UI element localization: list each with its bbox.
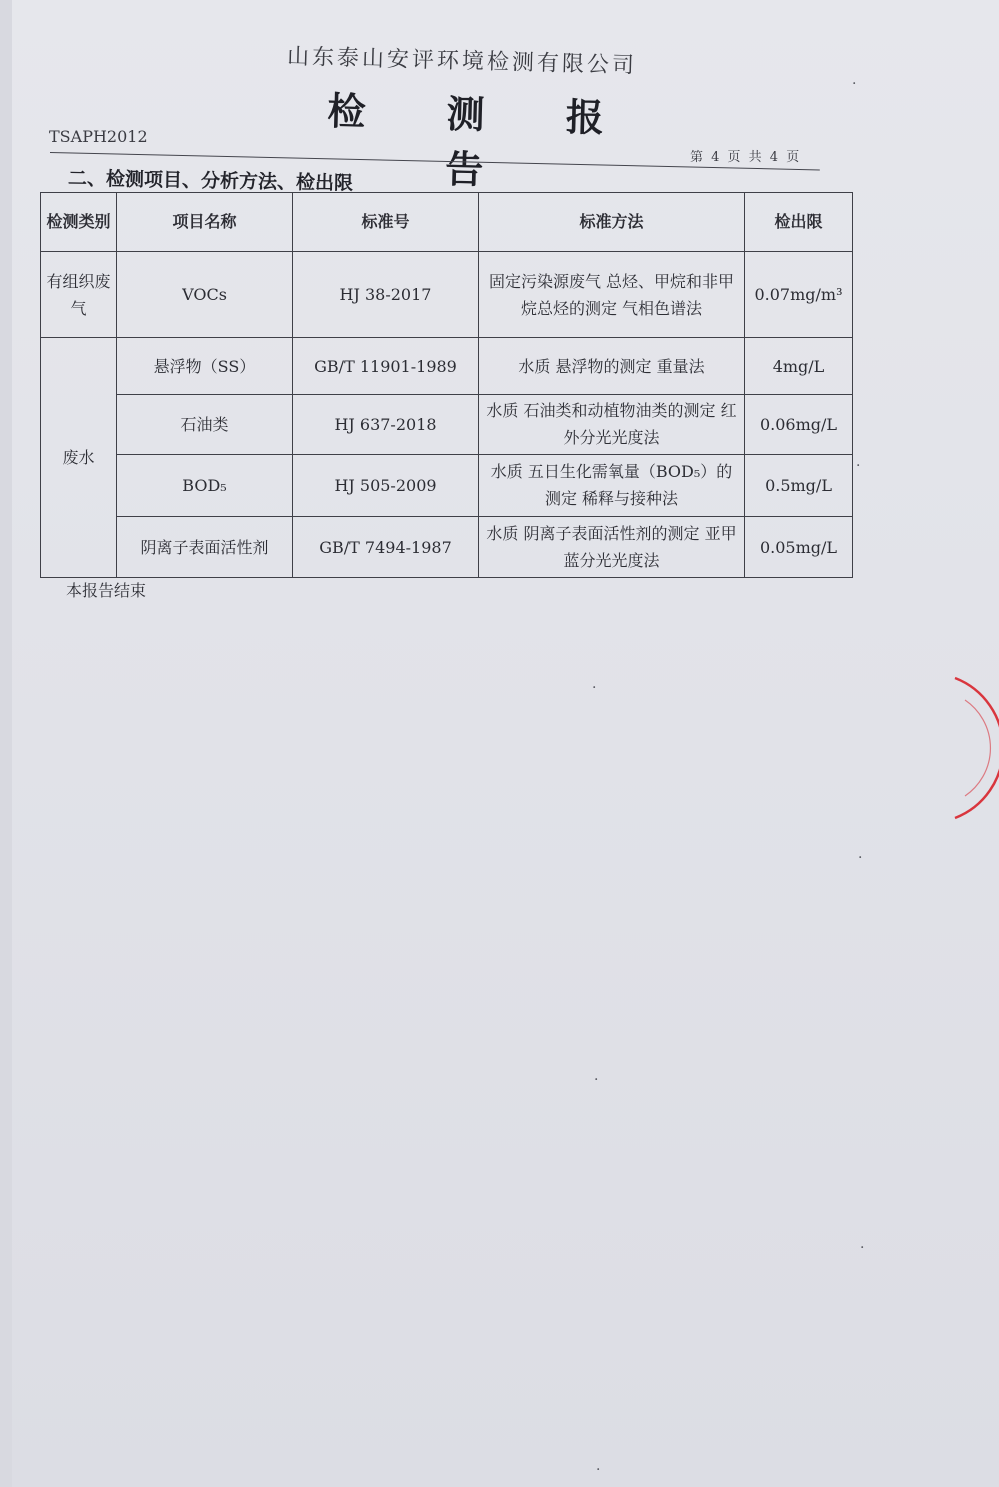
company-name: 山东泰山安评环境检测有限公司 [286,44,638,79]
category-cell: 有组织废气 [41,251,117,338]
scan-mark: · [860,1240,865,1256]
page-number: 第 4 页 共 4 页 [690,150,802,165]
scan-mark: · [596,1462,601,1478]
table-row [41,517,853,578]
method-cell: 水质 悬浮物的测定 重量法 [479,338,745,395]
standard-cell: GB/T 7494-1987 [293,517,479,578]
method-cell: 水质 阴离子表面活性剂的测定 亚甲蓝分光光度法 [479,517,745,578]
scan-mark: · [856,458,861,474]
table-row [41,395,853,455]
scan-mark: · [592,680,597,696]
scan-mark: · [852,76,857,92]
header-cell-standard: 标准号 [293,193,479,252]
limit-cell: 0.07mg/m³ [745,251,853,338]
scan-mark: · [594,1072,599,1088]
limit-cell: 0.05mg/L [745,517,853,578]
document-code: TSAPH2012 [49,127,148,146]
standard-cell: HJ 505-2009 [293,454,479,517]
header-cell-item: 项目名称 [117,193,293,252]
report-page [12,0,999,1487]
limit-cell: 0.5mg/L [745,454,853,517]
category-cell: 废水 [41,338,117,578]
item-cell: BOD₅ [117,454,293,517]
item-cell: 石油类 [117,395,293,455]
official-seal-stamp [947,668,999,828]
table-row [41,454,853,517]
standard-cell: HJ 637-2018 [293,395,479,455]
method-cell: 水质 五日生化需氧量（BOD₅）的测定 稀释与接种法 [479,454,745,517]
seal-inner-ring [965,700,990,796]
item-cell: 悬浮物（SS） [117,338,293,395]
header-cell-method: 标准方法 [479,193,745,252]
limit-cell: 4mg/L [745,338,853,395]
report-end-note: 本报告结束 [66,581,147,600]
item-cell: 阴离子表面活性剂 [117,517,293,578]
detection-table [40,192,853,578]
report-title: 检 测 报 告 [326,87,639,193]
section-title: 二、检测项目、分析方法、检出限 [67,167,354,195]
method-cell: 固定污染源废气 总烃、甲烷和非甲烷总烃的测定 气相色谱法 [479,251,745,338]
header-cell-limit: 检出限 [745,193,853,252]
header-cell-category: 检测类别 [41,193,117,252]
standard-cell: GB/T 11901-1989 [293,338,479,395]
scan-mark: · [858,850,863,866]
table-header-row [41,193,853,252]
item-cell: VOCs [117,251,293,338]
method-cell: 水质 石油类和动植物油类的测定 红外分光光度法 [479,395,745,455]
standard-cell: HJ 38-2017 [293,251,479,338]
table-row [41,251,853,338]
table-row [41,338,853,395]
seal-ring [955,678,999,818]
limit-cell: 0.06mg/L [745,395,853,455]
